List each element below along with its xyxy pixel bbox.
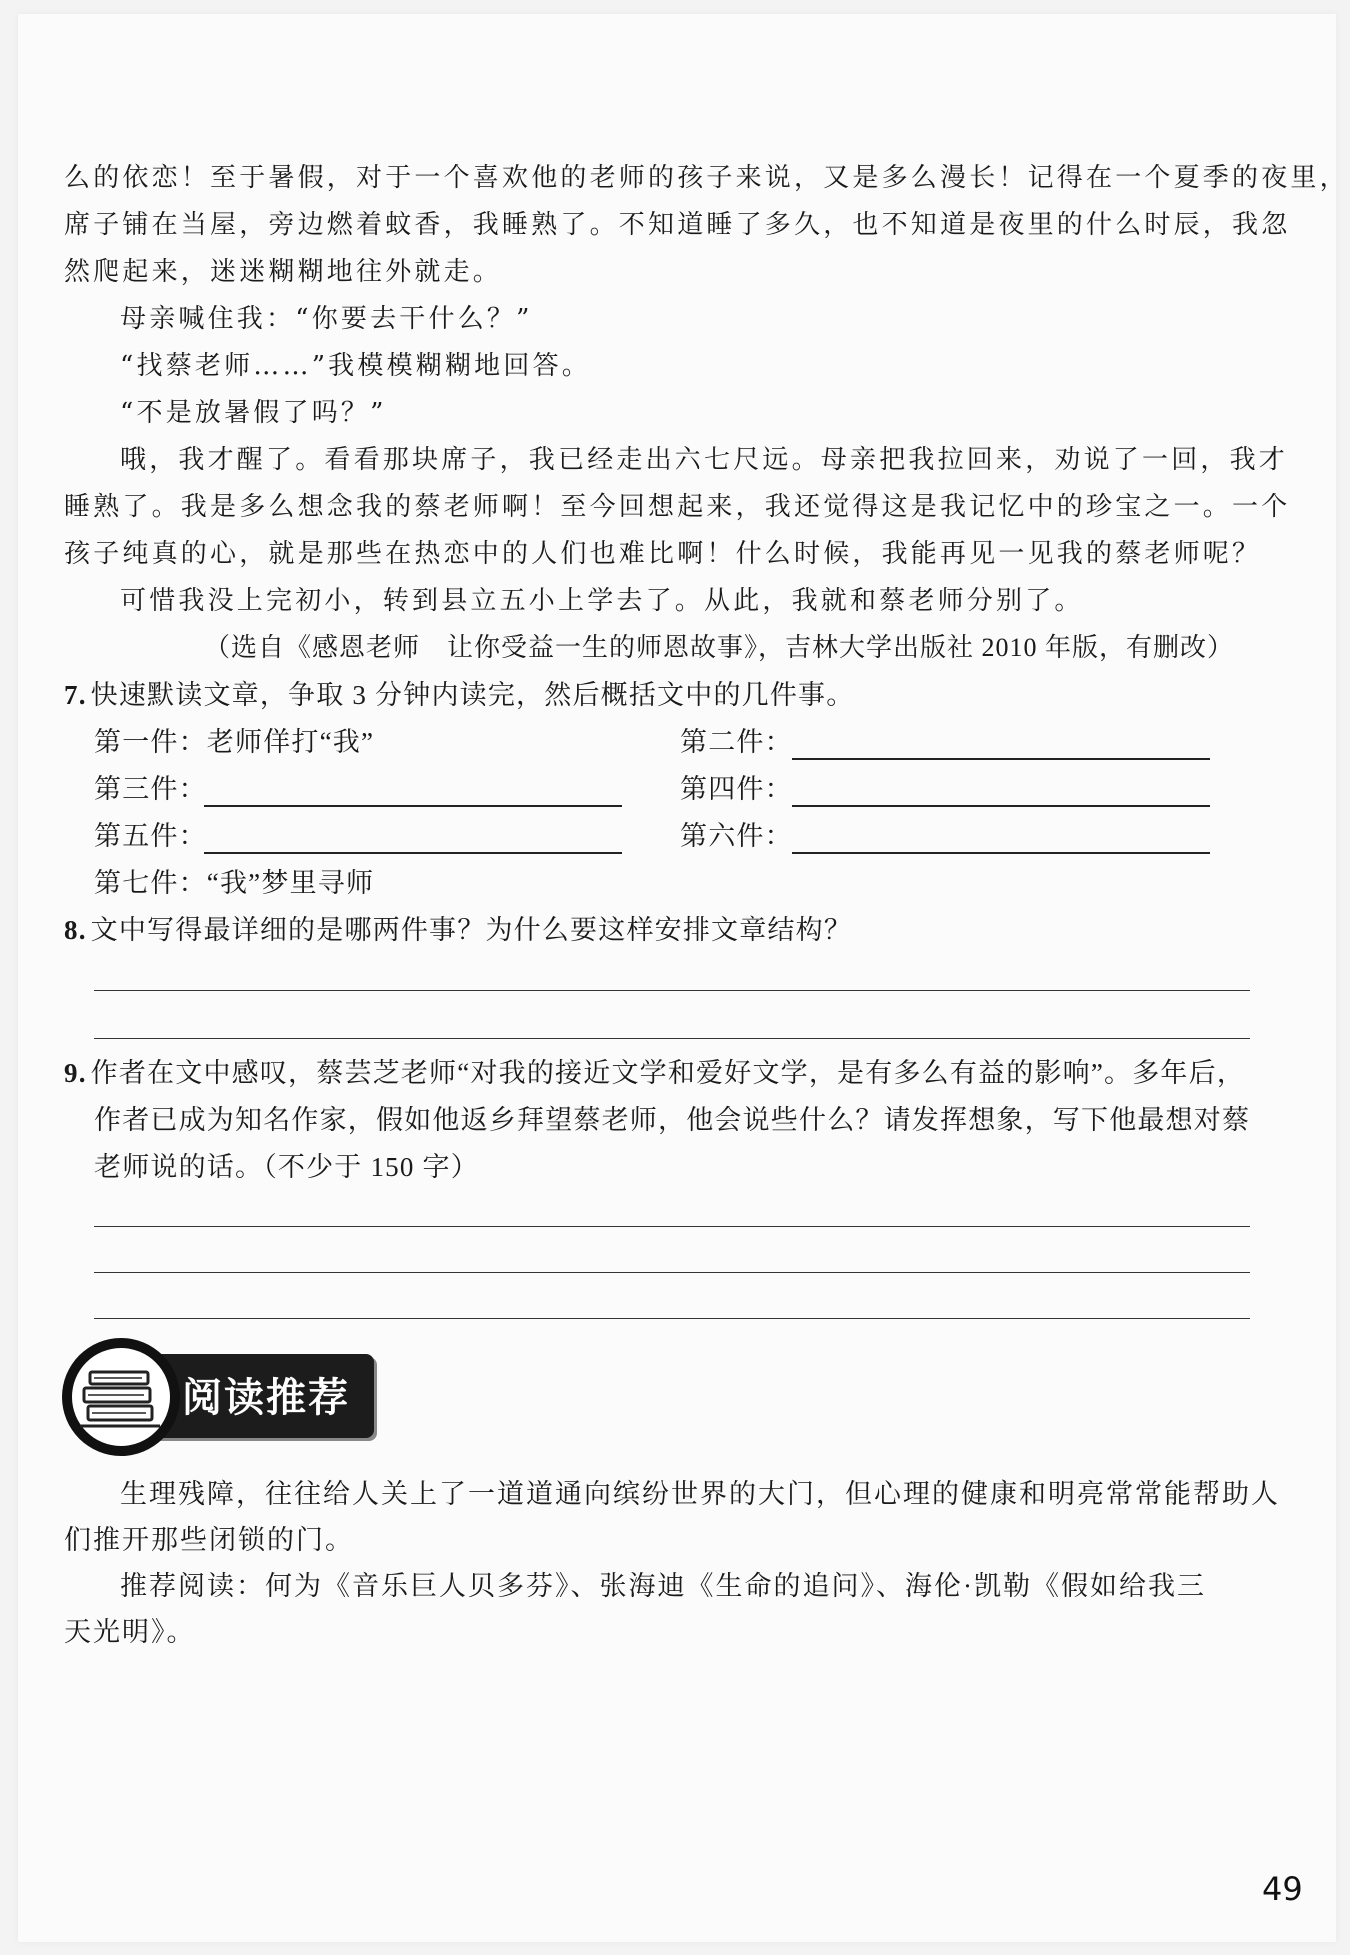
story-line: 睡熟了。我是多么想念我的蔡老师啊！至今回想起来，我还觉得这是我记忆中的珍宝之一。一个: [64, 492, 1291, 522]
answer-line[interactable]: [94, 1038, 1250, 1039]
icon-circle: [62, 1338, 180, 1456]
recommend-line: 天光明》。: [64, 1617, 196, 1647]
question-text: 作者在文中感叹，蔡芸芝老师“对我的接近文学和爱好文学，是有多么有益的影响”。多年后，: [90, 1058, 1246, 1088]
question-8: [64, 912, 852, 948]
answer-blank-2[interactable]: [792, 758, 1210, 760]
event-item-3: 第三件：: [94, 774, 207, 804]
answer-blank-4[interactable]: [792, 805, 1210, 807]
event-item-6: 第六件：: [680, 821, 793, 851]
question-text: 快速默读文章，争取 3 分钟内读完，然后概括文中的几件事。: [90, 680, 855, 710]
story-line: “不是放暑假了吗？”: [120, 398, 387, 428]
answer-blank-3[interactable]: [204, 805, 622, 807]
recommend-line: 推荐阅读：何为《音乐巨人贝多芬》、张海迪《生命的追问》、海伦·凯勒《假如给我三: [120, 1571, 1206, 1601]
story-line: 可惜我没上完初小，转到县立五小上学去了。从此，我就和蔡老师分别了。: [120, 586, 1084, 616]
page-number: 49: [1262, 1870, 1303, 1908]
question-9-line: 老师说的话。（不少于 150 字）: [94, 1152, 479, 1182]
story-line: 母亲喊住我：“你要去干什么？”: [120, 304, 533, 334]
story-line: 么的依恋！至于暑假，对于一个喜欢他的老师的孩子来说，又是多么漫长！记得在一个夏季的夜里，: [64, 163, 1349, 193]
story-line: 席子铺在当屋，旁边燃着蚊香，我睡熟了。不知道睡了多久，也不知道是夜里的什么时辰，我忽: [64, 210, 1291, 240]
event-item-7: 第七件：“我”梦里寻师: [94, 868, 375, 898]
source-citation: （选自《感恩老师 让你受益一生的师恩故事》，吉林大学出版社 2010 年版，有删改）: [204, 633, 1235, 662]
question-text: 文中写得最详细的是哪两件事？为什么要这样安排文章结构？: [90, 915, 853, 945]
question-7: [64, 677, 854, 713]
books-icon: [72, 1348, 170, 1446]
story-line: 孩子纯真的心，就是那些在热恋中的人们也难比啊！什么时候，我能再见一见我的蔡老师呢？: [64, 539, 1262, 569]
answer-blank-6[interactable]: [792, 852, 1210, 854]
recommend-line: 们推开那些闭锁的门。: [64, 1525, 354, 1555]
question-number: 7.: [64, 680, 87, 710]
event-item-5: 第五件：: [94, 821, 207, 851]
answer-line[interactable]: [94, 1318, 1250, 1319]
answer-line[interactable]: [94, 990, 1250, 991]
answer-line[interactable]: [94, 1226, 1250, 1227]
answer-line[interactable]: [94, 1272, 1250, 1273]
question-9: [64, 1055, 1245, 1091]
event-item-4: 第四件：: [680, 774, 793, 804]
question-number: 8.: [64, 915, 87, 945]
story-line: “找蔡老师……”我模模糊糊地回答。: [120, 351, 591, 381]
story-line: 然爬起来，迷迷糊糊地往外就走。: [64, 257, 503, 287]
event-item-1: 第一件：老师佯打“我”: [94, 727, 375, 757]
story-line: 哦，我才醒了。看看那块席子，我已经走出六七尺远。母亲把我拉回来，劝说了一回，我才: [120, 445, 1289, 475]
answer-blank-5[interactable]: [204, 852, 622, 854]
event-item-2: 第二件：: [680, 727, 793, 757]
recommend-line: 生理残障，往往给人关上了一道道通向缤纷世界的大门，但心理的健康和明亮常常能帮助人: [120, 1479, 1280, 1509]
question-number: 9.: [64, 1058, 87, 1088]
question-9-line: 作者已成为知名作家，假如他返乡拜望蔡老师，他会说些什么？请发挥想象，写下他最想对蔡: [94, 1105, 1251, 1135]
reading-recommendation-header: [62, 1338, 384, 1460]
section-title: 阅读推荐: [182, 1375, 350, 1421]
